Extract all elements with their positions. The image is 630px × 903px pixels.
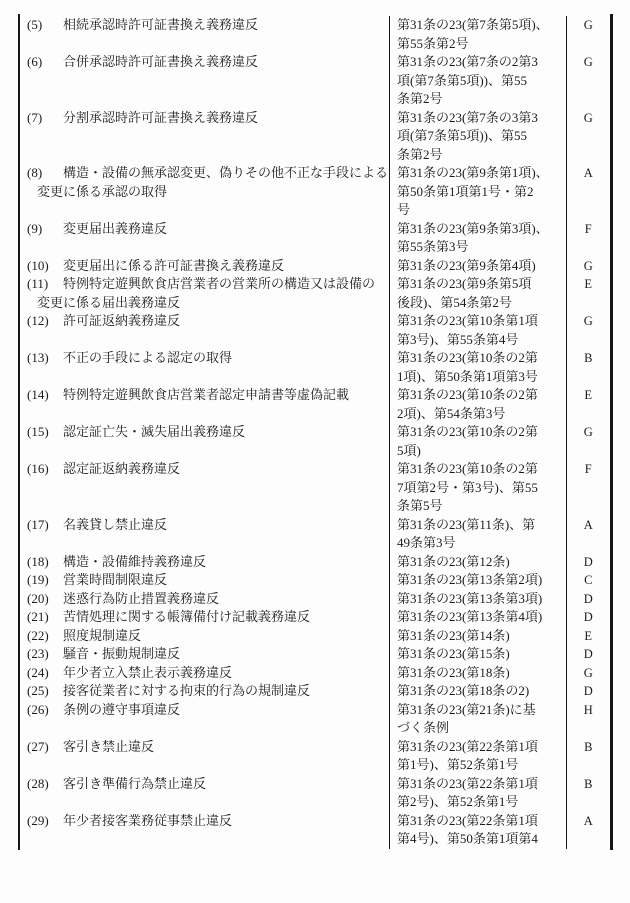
reference-line: 号 xyxy=(397,202,411,217)
reference-line: づく条例 xyxy=(397,720,450,735)
violation-cell xyxy=(20,109,390,165)
reference-line: 2項)、第54条第3号 xyxy=(397,405,506,421)
row-number: (28) xyxy=(27,775,49,791)
table-row xyxy=(20,164,610,220)
row-number: (29) xyxy=(27,812,49,828)
violation-cell xyxy=(20,775,390,812)
violation-cell xyxy=(20,664,390,683)
violation-text xyxy=(20,275,389,294)
grade-letter: B xyxy=(584,351,593,365)
legal-reference-cell xyxy=(390,220,567,257)
violation-text xyxy=(20,460,389,479)
violation-text xyxy=(20,349,389,368)
reference-line: 第31条の23(第18条) xyxy=(397,664,510,680)
grade-cell xyxy=(567,645,610,664)
violation-text xyxy=(20,386,389,405)
violation-text-span: 変更届出に係る許可証書換え義務違反 xyxy=(63,257,285,273)
grade-letter: F xyxy=(584,462,593,476)
violation-text xyxy=(20,571,389,590)
grade-cell xyxy=(567,220,610,257)
grade-cell xyxy=(567,775,610,812)
table-row xyxy=(20,349,610,386)
violation-text xyxy=(20,701,389,720)
row-number: (11) xyxy=(27,276,49,291)
violation-text-span: 迷惑行為防止措置義務違反 xyxy=(63,590,220,606)
row-number: (8) xyxy=(27,165,43,180)
violation-cell xyxy=(20,553,390,572)
table-row xyxy=(20,553,610,572)
grade-letter: D xyxy=(583,591,594,606)
grade-letter: D xyxy=(583,684,594,698)
legal-reference-cell xyxy=(390,312,567,349)
grade-letter: G xyxy=(583,110,594,125)
grade-letter: D xyxy=(583,554,594,569)
violation-text xyxy=(20,53,389,72)
table-row xyxy=(20,423,610,460)
legal-reference-cell xyxy=(390,275,567,312)
reference-line: 第31条の23(第10条の2第 xyxy=(397,350,538,365)
legal-reference-cell xyxy=(390,53,567,109)
violation-text-span: 騒音・振動規制違反 xyxy=(63,646,181,661)
reference-line: 第31条の23(第10条第1項 xyxy=(397,313,538,328)
row-number: (26) xyxy=(27,701,49,717)
reference-line: 後段)、第54条第2号 xyxy=(397,294,512,310)
violation-text-span: 認定証亡失・滅失届出義務違反 xyxy=(63,424,246,439)
table-row xyxy=(20,812,610,849)
violation-text-span: 不正の手段による認定の取得 xyxy=(63,350,233,365)
row-number: (12) xyxy=(27,313,49,328)
table-row xyxy=(20,516,610,553)
table-row xyxy=(20,645,610,664)
table-row xyxy=(20,590,610,609)
violation-cell xyxy=(20,16,390,53)
table-row xyxy=(20,386,610,423)
violation-text-span: 客引き準備行為禁止違反 xyxy=(63,775,207,791)
grade-cell xyxy=(567,53,610,109)
violation-cell xyxy=(20,220,390,257)
violation-text xyxy=(20,664,389,683)
row-number: (10) xyxy=(27,257,49,273)
row-number: (16) xyxy=(27,461,49,476)
row-number: (5) xyxy=(27,17,43,32)
legal-reference-cell xyxy=(390,738,567,775)
grade-letter: A xyxy=(583,517,594,532)
violation-cell xyxy=(20,53,390,109)
violation-table xyxy=(18,14,613,850)
violation-text-span: 客引き禁止違反 xyxy=(63,738,155,754)
reference-line: 第31条の23(第22条第1項 xyxy=(397,738,538,754)
violation-cell xyxy=(20,608,390,627)
grade-letter: E xyxy=(584,277,593,291)
legal-reference-cell xyxy=(390,460,567,516)
legal-reference-cell xyxy=(390,701,567,738)
reference-line: 第31条の23(第9条第1項)、 xyxy=(397,165,549,180)
grade-cell xyxy=(567,460,610,516)
table-row xyxy=(20,627,610,646)
reference-line: 第31条の23(第12条) xyxy=(397,553,510,569)
grade-letter: A xyxy=(583,813,594,828)
reference-line: 第50条第1項第1号・第2 xyxy=(397,183,534,199)
violation-cell xyxy=(20,516,390,553)
row-number: (13) xyxy=(27,350,49,365)
violation-cell xyxy=(20,257,390,276)
reference-line: 第31条の23(第15条) xyxy=(397,646,510,661)
violation-text-span: 接客従業者に対する拘束的行為の規制違反 xyxy=(63,683,311,698)
table-row xyxy=(20,257,610,276)
grade-letter: G xyxy=(583,258,594,273)
legal-reference-cell xyxy=(390,664,567,683)
grade-letter: B xyxy=(584,739,593,754)
grade-letter: E xyxy=(584,628,593,643)
reference-line: 第31条の23(第7条の3第3 xyxy=(397,109,538,125)
legal-reference-cell xyxy=(390,16,567,53)
reference-line: 1項)、第50条第1項第3号 xyxy=(397,368,538,384)
legal-reference-cell xyxy=(390,423,567,460)
violation-text xyxy=(20,627,389,646)
grade-letter: C xyxy=(584,573,593,587)
reference-line: 5項) xyxy=(397,442,421,458)
violation-text-span: 相続承認時許可証書換え義務違反 xyxy=(63,17,259,32)
grade-letter: B xyxy=(584,776,593,791)
grade-letter: F xyxy=(584,221,593,236)
legal-reference-cell xyxy=(390,812,567,849)
violation-text-continued: 変更に係る届出義務違反 xyxy=(37,294,181,310)
reference-line: 第31条の23(第9条第5項 xyxy=(397,276,532,291)
row-number: (7) xyxy=(27,109,43,125)
grade-letter: H xyxy=(583,702,594,717)
table-row xyxy=(20,312,610,349)
legal-reference-cell xyxy=(390,682,567,701)
legal-reference-cell xyxy=(390,164,567,220)
violation-text xyxy=(20,608,389,627)
violation-cell xyxy=(20,164,390,220)
row-number: (21) xyxy=(27,609,49,624)
reference-line: 項(第7条第5項))、第55 xyxy=(397,128,527,143)
row-number: (18) xyxy=(27,553,49,569)
legal-reference-cell xyxy=(390,257,567,276)
legal-reference-cell xyxy=(390,627,567,646)
reference-line: 第31条の23(第7条の2第3 xyxy=(397,54,538,69)
table-row xyxy=(20,738,610,775)
row-number: (17) xyxy=(27,516,49,532)
violation-cell xyxy=(20,460,390,516)
grade-cell xyxy=(567,590,610,609)
violation-text-span: 分割承認時許可証書換え義務違反 xyxy=(63,109,259,125)
reference-line: 第4号)、第50条第1項第4 xyxy=(397,831,538,846)
violation-text xyxy=(20,109,389,128)
reference-line: 第31条の23(第22条第1項 xyxy=(397,775,538,791)
violation-cell xyxy=(20,738,390,775)
reference-line: 第31条の23(第10条の2第 xyxy=(397,461,538,476)
reference-line: 第31条の23(第22条第1項 xyxy=(397,812,538,828)
violation-text-span: 営業時間制限違反 xyxy=(63,572,168,587)
violation-cell xyxy=(20,312,390,349)
grade-letter: G xyxy=(583,55,594,69)
legal-reference-cell xyxy=(390,608,567,627)
violation-text-span: 構造・設備維持義務違反 xyxy=(63,553,207,569)
violation-text-span: 変更届出義務違反 xyxy=(63,220,168,236)
row-number: (27) xyxy=(27,738,49,754)
reference-line: 49条第3号 xyxy=(397,535,456,550)
violation-text xyxy=(20,812,389,831)
grade-cell xyxy=(567,275,610,312)
violation-cell xyxy=(20,349,390,386)
reference-line: 第31条の23(第13条第3項) xyxy=(397,590,543,606)
legal-reference-cell xyxy=(390,349,567,386)
violation-text-span: 照度規制違反 xyxy=(63,627,142,643)
reference-line: 第31条の23(第10条の2第 xyxy=(397,387,538,402)
reference-line: 第31条の23(第13条第4項) xyxy=(397,609,543,624)
grade-cell xyxy=(567,109,610,165)
row-number: (22) xyxy=(27,627,49,643)
violation-text-span: 苦情処理に関する帳簿備付け記載義務違反 xyxy=(63,609,311,624)
violation-text xyxy=(20,164,389,183)
violation-text-span: 年少者立入禁止表示義務違反 xyxy=(63,664,233,680)
legal-reference-cell xyxy=(390,553,567,572)
table-row xyxy=(20,682,610,701)
violation-cell xyxy=(20,386,390,423)
violation-text xyxy=(20,312,389,331)
row-number: (9) xyxy=(27,220,43,236)
violation-text xyxy=(20,220,389,239)
grade-cell xyxy=(567,164,610,220)
row-number: (20) xyxy=(27,590,49,606)
reference-line: 第31条の23(第21条)に基 xyxy=(397,701,536,717)
violation-text xyxy=(20,423,389,442)
violation-cell xyxy=(20,682,390,701)
violation-text xyxy=(20,645,389,664)
table-row xyxy=(20,275,610,312)
reference-line: 第31条の23(第13条第2項) xyxy=(397,572,543,587)
reference-line: 条第2号 xyxy=(397,91,443,106)
violation-cell xyxy=(20,590,390,609)
table-row xyxy=(20,701,610,738)
reference-line: 第31条の23(第9条第3項)、 xyxy=(397,220,549,236)
reference-line: 条第2号 xyxy=(397,146,443,162)
violation-cell xyxy=(20,645,390,664)
reference-line: 7項第2号・第3号)、第55 xyxy=(397,479,538,495)
table-row xyxy=(20,664,610,683)
violation-text-continued: 変更に係る承認の取得 xyxy=(37,183,168,199)
table-row xyxy=(20,109,610,165)
grade-cell xyxy=(567,257,610,276)
row-number: (25) xyxy=(27,683,49,698)
violation-cell xyxy=(20,627,390,646)
violation-text-span: 特例特定遊興飲食店営業者の営業所の構造又は設備の xyxy=(63,276,376,291)
grade-letter: A xyxy=(583,166,594,180)
grade-letter: E xyxy=(584,388,593,402)
table-row xyxy=(20,220,610,257)
grade-cell xyxy=(567,553,610,572)
violation-text-span: 年少者接客業務従事禁止違反 xyxy=(63,812,233,828)
grade-cell xyxy=(567,571,610,590)
violation-text-span: 構造・設備の無承認変更、偽りその他不正な手段による xyxy=(63,165,389,180)
table-row xyxy=(20,16,610,53)
violation-cell xyxy=(20,812,390,849)
table-row xyxy=(20,571,610,590)
violation-cell xyxy=(20,423,390,460)
reference-line: 第55条第3号 xyxy=(397,239,469,254)
table-row xyxy=(20,608,610,627)
grade-letter: D xyxy=(583,647,594,661)
grade-cell xyxy=(567,349,610,386)
reference-line: 第31条の23(第7条第5項)、 xyxy=(397,17,549,32)
grade-cell xyxy=(567,738,610,775)
reference-line: 第55条第2号 xyxy=(397,35,469,51)
violation-text-span: 許可証返納義務違反 xyxy=(63,313,181,328)
violation-text-span: 認定証返納義務違反 xyxy=(63,461,181,476)
grade-letter: G xyxy=(583,18,594,32)
grade-letter: G xyxy=(583,425,594,439)
violation-text xyxy=(20,738,389,757)
violation-text xyxy=(20,775,389,794)
legal-reference-cell xyxy=(390,645,567,664)
violation-text xyxy=(20,682,389,701)
reference-line: 第31条の23(第9条第4項) xyxy=(397,257,536,273)
table-row xyxy=(20,460,610,516)
row-number: (14) xyxy=(27,387,49,402)
legal-reference-cell xyxy=(390,590,567,609)
grade-cell xyxy=(567,627,610,646)
reference-line: 項(第7条第5項))、第55 xyxy=(397,72,527,88)
reference-line: 第3号)、第55条第4号 xyxy=(397,331,519,347)
legal-reference-cell xyxy=(390,516,567,553)
violation-text xyxy=(20,590,389,609)
violation-cell xyxy=(20,571,390,590)
grade-cell xyxy=(567,664,610,683)
grade-cell xyxy=(567,682,610,701)
table-row xyxy=(20,775,610,812)
legal-reference-cell xyxy=(390,571,567,590)
grade-cell xyxy=(567,16,610,53)
violation-text xyxy=(20,516,389,535)
reference-line: 第31条の23(第14条) xyxy=(397,627,510,643)
violation-text-span: 条例の遵守事項違反 xyxy=(63,701,181,717)
violation-cell xyxy=(20,275,390,312)
legal-reference-cell xyxy=(390,109,567,165)
reference-line: 第31条の23(第18条の2) xyxy=(397,683,530,698)
grade-letter: G xyxy=(583,314,594,328)
grade-letter: D xyxy=(583,610,594,624)
violation-cell xyxy=(20,701,390,738)
reference-line: 第2号)、第52条第1号 xyxy=(397,794,519,809)
violation-text-span: 名義貸し禁止違反 xyxy=(63,516,168,532)
grade-cell xyxy=(567,312,610,349)
row-number: (24) xyxy=(27,664,49,680)
row-number: (23) xyxy=(27,646,49,661)
reference-line: 第1号)、第52条第1号 xyxy=(397,757,519,772)
grade-cell xyxy=(567,812,610,849)
grade-cell xyxy=(567,386,610,423)
table-row xyxy=(20,53,610,109)
reference-line: 条第5号 xyxy=(397,498,443,513)
violation-text-span: 特例特定遊興飲食店営業者認定申請書等虚偽記載 xyxy=(63,387,350,402)
violation-text xyxy=(20,553,389,572)
grade-cell xyxy=(567,701,610,738)
grade-cell xyxy=(567,608,610,627)
row-number: (19) xyxy=(27,572,49,587)
reference-line: 第31条の23(第10条の2第 xyxy=(397,424,538,439)
row-number: (15) xyxy=(27,424,49,439)
violation-text xyxy=(20,257,389,276)
legal-reference-cell xyxy=(390,775,567,812)
grade-letter: G xyxy=(583,665,594,680)
row-number: (6) xyxy=(27,54,43,69)
grade-cell xyxy=(567,423,610,460)
reference-line: 第31条の23(第11条)、第 xyxy=(397,516,536,532)
violation-text-span: 合併承認時許可証書換え義務違反 xyxy=(63,54,259,69)
violation-text xyxy=(20,16,389,35)
grade-cell xyxy=(567,516,610,553)
legal-reference-cell xyxy=(390,386,567,423)
